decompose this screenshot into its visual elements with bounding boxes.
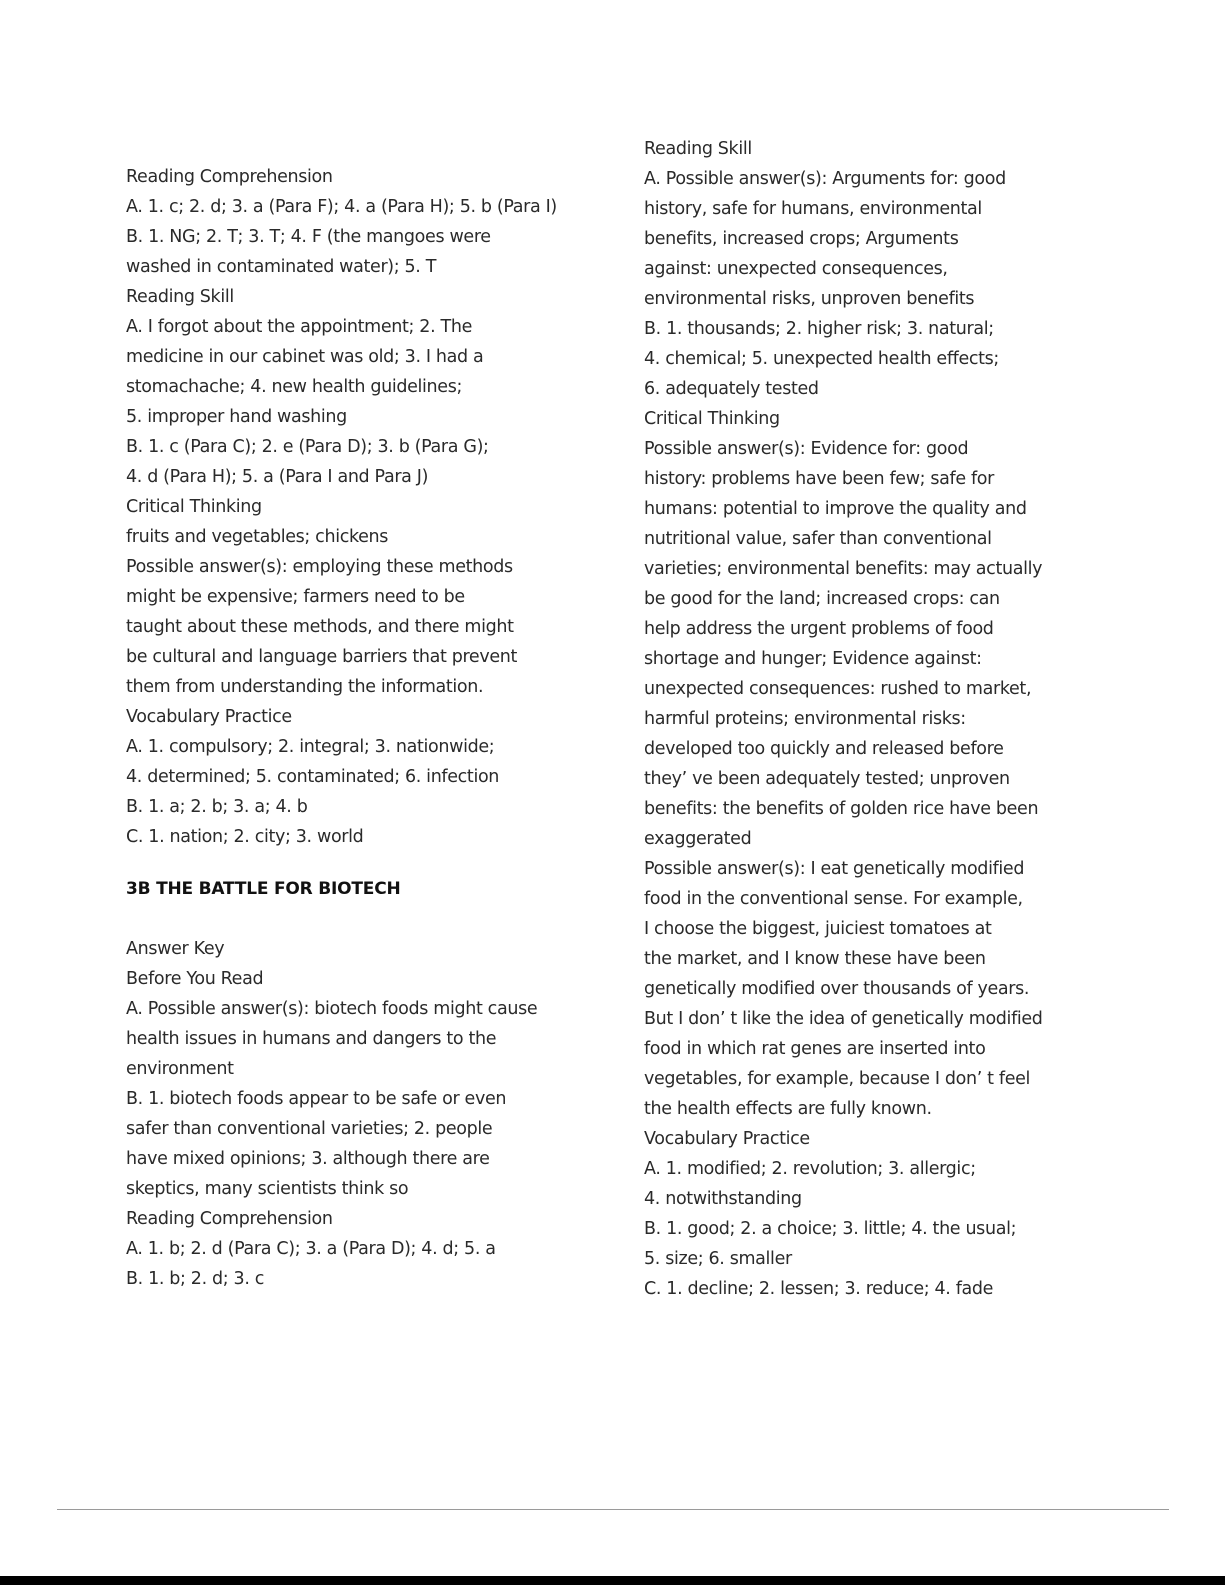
answer-line: Reading Skill <box>126 287 234 307</box>
answer-line: 4. determined; 5. contaminated; 6. infection <box>126 767 500 787</box>
left-answer-block-2 <box>126 934 566 1294</box>
answer-line: 6. adequately tested <box>644 379 819 399</box>
answer-line: food in the conventional sense. For example, <box>644 889 1023 909</box>
answer-line: developed too quickly and released before <box>644 739 1004 759</box>
answer-line: C. 1. decline; 2. lessen; 3. reduce; 4. fade <box>644 1279 994 1299</box>
section-heading: 3B THE BATTLE FOR BIOTECH <box>126 879 401 899</box>
answer-line: benefits: the benefits of golden rice have been <box>644 799 1039 819</box>
answer-line: B. 1. biotech foods appear to be safe or even <box>126 1089 507 1109</box>
answer-line: 4. d (Para H); 5. a (Para I and Para J) <box>126 467 429 487</box>
answer-line: might be expensive; farmers need to be <box>126 587 465 607</box>
answer-line: nutritional value, safer than conventional <box>644 529 992 549</box>
answer-line: be good for the land; increased crops: can <box>644 589 1000 609</box>
right-column <box>644 134 1084 1304</box>
answer-line: health issues in humans and dangers to the <box>126 1029 497 1049</box>
answer-line: unexpected consequences: rushed to market, <box>644 679 1032 699</box>
bottom-edge-bar <box>0 1576 1225 1585</box>
answer-line: Possible answer(s): Evidence for: good <box>644 439 969 459</box>
left-answer-block-1 <box>126 162 566 852</box>
answer-line: skeptics, many scientists think so <box>126 1179 409 1199</box>
right-answer-block <box>644 134 1084 1304</box>
answer-line: B. 1. NG; 2. T; 3. T; 4. F (the mangoes were <box>126 227 491 247</box>
answer-line: against: unexpected consequences, <box>644 259 948 279</box>
answer-line: A. Possible answer(s): Arguments for: good <box>644 169 1006 189</box>
answer-line: shortage and hunger; Evidence against: <box>644 649 982 669</box>
answer-line: A. Possible answer(s): biotech foods might cause <box>126 999 538 1019</box>
answer-line: medicine in our cabinet was old; 3. I had a <box>126 347 484 367</box>
answer-line: I choose the biggest, juiciest tomatoes at <box>644 919 992 939</box>
answer-line: B. 1. a; 2. b; 3. a; 4. b <box>126 797 308 817</box>
answer-line: Critical Thinking <box>126 497 262 517</box>
answer-line: exaggerated <box>644 829 752 849</box>
answer-line: history: problems have been few; safe for <box>644 469 995 489</box>
answer-line: Reading Skill <box>644 139 752 159</box>
answer-line: Answer Key <box>126 939 225 959</box>
footer-divider <box>57 1509 1169 1510</box>
answer-line: B. 1. good; 2. a choice; 3. little; 4. the usual; <box>644 1219 1017 1239</box>
answer-line: A. 1. compulsory; 2. integral; 3. nationwide; <box>126 737 495 757</box>
answer-line: be cultural and language barriers that prevent <box>126 647 518 667</box>
answer-line: the market, and I know these have been <box>644 949 986 969</box>
answer-line: B. 1. b; 2. d; 3. c <box>126 1269 265 1289</box>
answer-line: Before You Read <box>126 969 264 989</box>
answer-line: A. I forgot about the appointment; 2. The <box>126 317 472 337</box>
answer-line: environment <box>126 1059 234 1079</box>
answer-line: 4. notwithstanding <box>644 1189 802 1209</box>
answer-line: Critical Thinking <box>644 409 780 429</box>
answer-line: But I don’ t like the idea of genetically modified <box>644 1009 1043 1029</box>
answer-line: have mixed opinions; 3. although there are <box>126 1149 490 1169</box>
answer-line: A. 1. b; 2. d (Para C); 3. a (Para D); 4. d; 5. a <box>126 1239 496 1259</box>
answer-line: Possible answer(s): employing these methods <box>126 557 513 577</box>
answer-line: Vocabulary Practice <box>644 1129 810 1149</box>
answer-line: Vocabulary Practice <box>126 707 292 727</box>
answer-line: washed in contaminated water); 5. T <box>126 257 437 277</box>
answer-line: 4. chemical; 5. unexpected health effects; <box>644 349 999 369</box>
answer-line: 5. improper hand washing <box>126 407 347 427</box>
answer-line: humans: potential to improve the quality and <box>644 499 1027 519</box>
answer-line: harmful proteins; environmental risks: <box>644 709 966 729</box>
answer-line: benefits, increased crops; Arguments <box>644 229 959 249</box>
answer-line: taught about these methods, and there might <box>126 617 514 637</box>
answer-line: Reading Comprehension <box>126 1209 333 1229</box>
answer-line: 5. size; 6. smaller <box>644 1249 792 1269</box>
answer-line: them from understanding the information. <box>126 677 484 697</box>
answer-line: A. 1. c; 2. d; 3. a (Para F); 4. a (Para H); 5. b (Para I) <box>126 197 557 217</box>
answer-line: food in which rat genes are inserted into <box>644 1039 986 1059</box>
answer-line: vegetables, for example, because I don’ t feel <box>644 1069 1031 1089</box>
answer-line: A. 1. modified; 2. revolution; 3. allergic; <box>644 1159 976 1179</box>
answer-line: stomachache; 4. new health guidelines; <box>126 377 463 397</box>
answer-line: C. 1. nation; 2. city; 3. world <box>126 827 364 847</box>
answer-line: B. 1. c (Para C); 2. e (Para D); 3. b (Para G); <box>126 437 489 457</box>
answer-line: they’ ve been adequately tested; unproven <box>644 769 1010 789</box>
answer-line: safer than conventional varieties; 2. people <box>126 1119 493 1139</box>
answer-line: B. 1. thousands; 2. higher risk; 3. natural; <box>644 319 994 339</box>
left-column <box>126 162 566 1294</box>
answer-line: Possible answer(s): I eat genetically modified <box>644 859 1025 879</box>
answer-line: the health effects are fully known. <box>644 1099 932 1119</box>
answer-line: history, safe for humans, environmental <box>644 199 982 219</box>
answer-line: genetically modified over thousands of years. <box>644 979 1030 999</box>
answer-line: help address the urgent problems of food <box>644 619 994 639</box>
answer-line: environmental risks, unproven benefits <box>644 289 975 309</box>
answer-line: fruits and vegetables; chickens <box>126 527 389 547</box>
answer-line: Reading Comprehension <box>126 167 333 187</box>
answer-line: varieties; environmental benefits: may actually <box>644 559 1043 579</box>
